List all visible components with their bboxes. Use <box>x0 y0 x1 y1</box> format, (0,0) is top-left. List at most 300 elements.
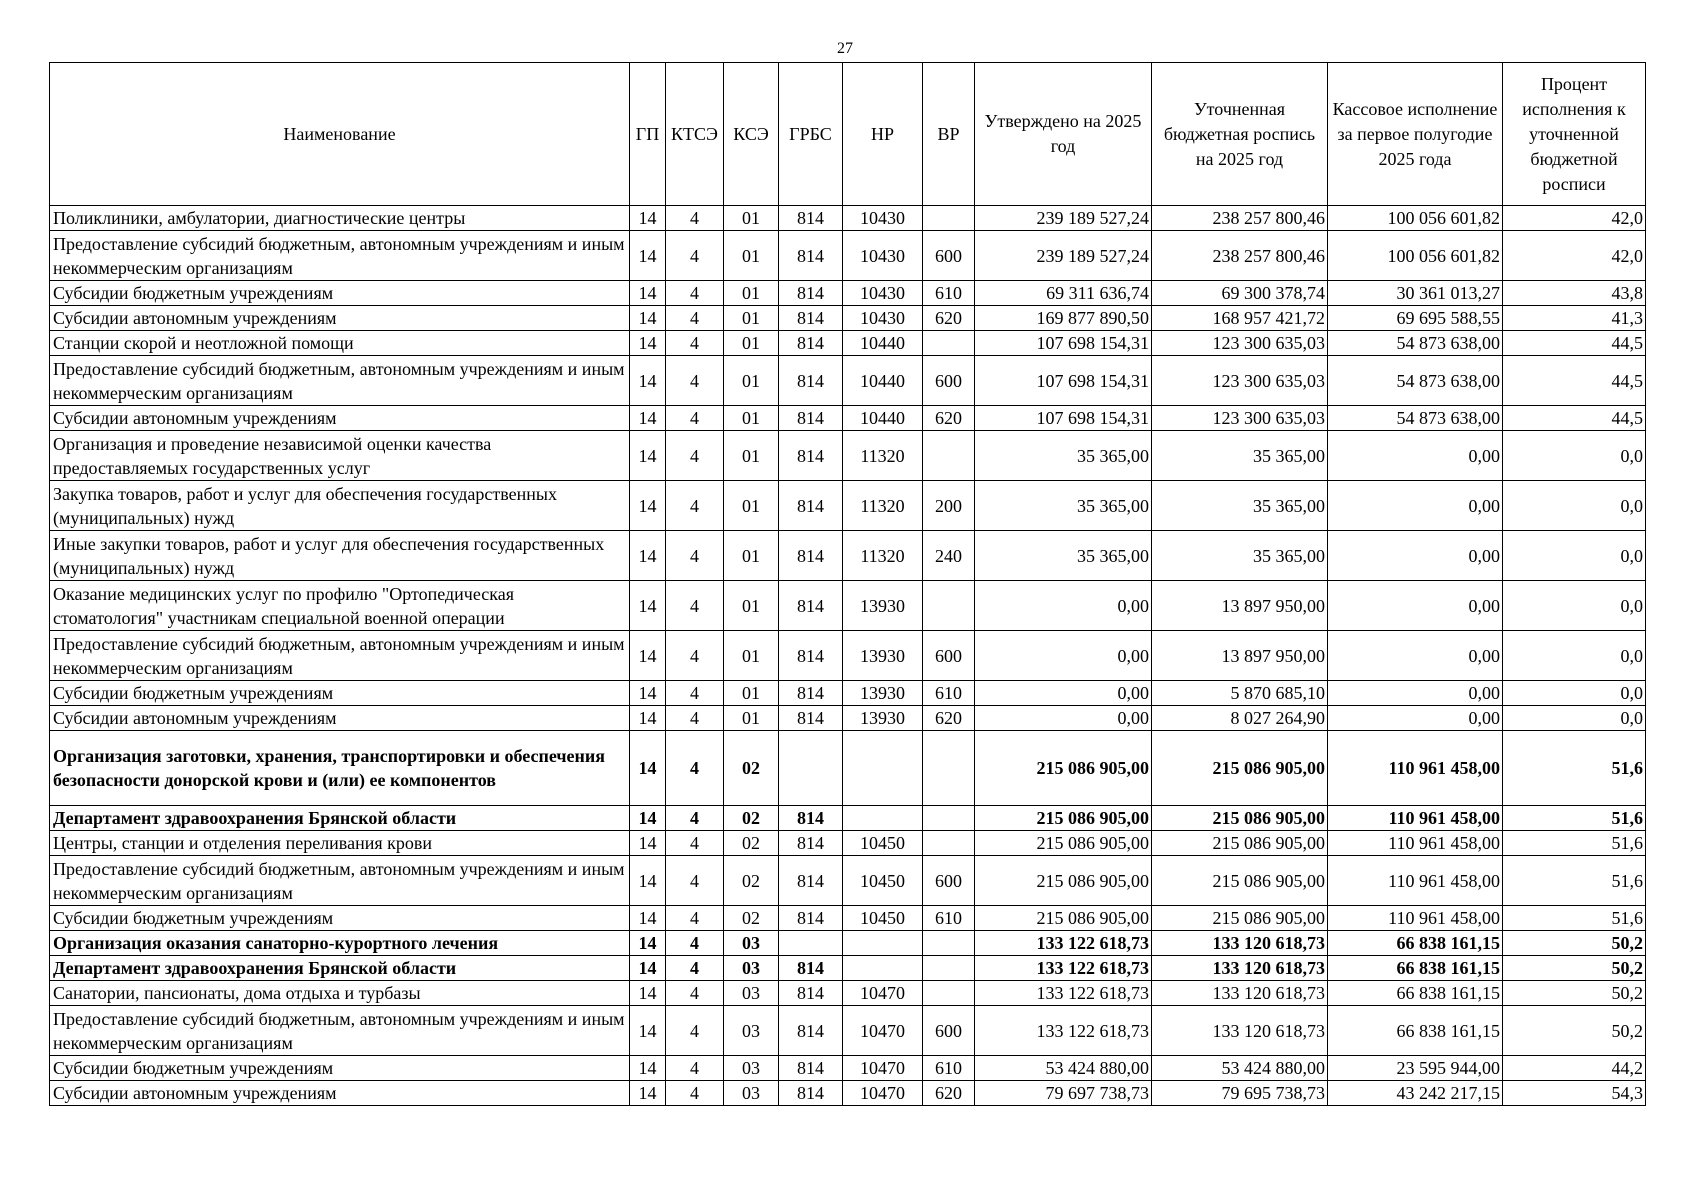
cell-approved: 215 086 905,00 <box>975 806 1152 831</box>
table-row <box>50 581 1646 631</box>
page-number: 27 <box>837 40 853 57</box>
table-row <box>50 906 1646 931</box>
cell-ktse: 4 <box>666 431 724 481</box>
cell-revised: 133 120 618,73 <box>1152 931 1328 956</box>
table-row <box>50 431 1646 481</box>
header-kse: КСЭ <box>724 63 779 206</box>
table-row <box>50 1006 1646 1056</box>
cell-grbs: 814 <box>779 431 843 481</box>
cell-kse: 01 <box>724 481 779 531</box>
cell-executed: 0,00 <box>1328 431 1503 481</box>
cell-nr: 10430 <box>843 306 923 331</box>
table-row <box>50 206 1646 231</box>
table-row <box>50 631 1646 681</box>
cell-executed: 54 873 638,00 <box>1328 356 1503 406</box>
cell-revised: 133 120 618,73 <box>1152 956 1328 981</box>
cell-gp: 14 <box>630 731 666 806</box>
cell-approved: 35 365,00 <box>975 531 1152 581</box>
cell-nr: 10440 <box>843 356 923 406</box>
cell-gp: 14 <box>630 806 666 831</box>
table-row <box>50 681 1646 706</box>
cell-vr <box>923 731 975 806</box>
cell-revised: 168 957 421,72 <box>1152 306 1328 331</box>
cell-name: Организация заготовки, хранения, транспортировки и обеспечения безопасности донорской крови и (или) ее компонентов <box>50 731 630 806</box>
cell-approved: 0,00 <box>975 631 1152 681</box>
cell-ktse: 4 <box>666 331 724 356</box>
cell-executed: 43 242 217,15 <box>1328 1081 1503 1106</box>
table-row <box>50 281 1646 306</box>
cell-percent: 51,6 <box>1503 806 1646 831</box>
cell-gp: 14 <box>630 531 666 581</box>
cell-revised: 5 870 685,10 <box>1152 681 1328 706</box>
cell-revised: 79 695 738,73 <box>1152 1081 1328 1106</box>
cell-approved: 215 086 905,00 <box>975 731 1152 806</box>
cell-percent: 41,3 <box>1503 306 1646 331</box>
cell-nr: 10440 <box>843 406 923 431</box>
cell-ktse: 4 <box>666 356 724 406</box>
cell-nr: 11320 <box>843 481 923 531</box>
cell-percent: 0,0 <box>1503 706 1646 731</box>
cell-name: Предоставление субсидий бюджетным, автономным учреждениям и иным некоммерческим организациям <box>50 1006 630 1056</box>
cell-kse: 03 <box>724 1081 779 1106</box>
header-grbs: ГРБС <box>779 63 843 206</box>
cell-revised: 215 086 905,00 <box>1152 831 1328 856</box>
cell-ktse: 4 <box>666 956 724 981</box>
header-ktse: КТСЭ <box>666 63 724 206</box>
cell-ktse: 4 <box>666 481 724 531</box>
cell-ktse: 4 <box>666 206 724 231</box>
cell-name: Субсидии бюджетным учреждениям <box>50 1056 630 1081</box>
cell-revised: 35 365,00 <box>1152 431 1328 481</box>
cell-executed: 0,00 <box>1328 681 1503 706</box>
cell-percent: 50,2 <box>1503 1006 1646 1056</box>
cell-percent: 0,0 <box>1503 631 1646 681</box>
cell-executed: 0,00 <box>1328 581 1503 631</box>
cell-nr: 10470 <box>843 1056 923 1081</box>
cell-revised: 215 086 905,00 <box>1152 731 1328 806</box>
cell-gp: 14 <box>630 856 666 906</box>
cell-ktse: 4 <box>666 581 724 631</box>
cell-gp: 14 <box>630 1056 666 1081</box>
cell-ktse: 4 <box>666 531 724 581</box>
cell-gp: 14 <box>630 631 666 681</box>
cell-gp: 14 <box>630 1006 666 1056</box>
cell-ktse: 4 <box>666 231 724 281</box>
cell-grbs: 814 <box>779 681 843 706</box>
cell-grbs: 814 <box>779 281 843 306</box>
cell-gp: 14 <box>630 981 666 1006</box>
cell-ktse: 4 <box>666 931 724 956</box>
cell-approved: 0,00 <box>975 706 1152 731</box>
cell-gp: 14 <box>630 681 666 706</box>
cell-vr <box>923 206 975 231</box>
cell-gp: 14 <box>630 331 666 356</box>
header-nr: НР <box>843 63 923 206</box>
cell-nr: 13930 <box>843 681 923 706</box>
cell-executed: 69 695 588,55 <box>1328 306 1503 331</box>
cell-name: Предоставление субсидий бюджетным, автономным учреждениям и иным некоммерческим организациям <box>50 356 630 406</box>
cell-kse: 01 <box>724 406 779 431</box>
table-row <box>50 831 1646 856</box>
cell-grbs: 814 <box>779 531 843 581</box>
cell-name: Субсидии бюджетным учреждениям <box>50 281 630 306</box>
cell-gp: 14 <box>630 706 666 731</box>
cell-vr <box>923 581 975 631</box>
cell-grbs: 814 <box>779 356 843 406</box>
table-row <box>50 981 1646 1006</box>
cell-grbs: 814 <box>779 206 843 231</box>
cell-percent: 42,0 <box>1503 206 1646 231</box>
cell-approved: 133 122 618,73 <box>975 956 1152 981</box>
cell-vr <box>923 806 975 831</box>
cell-gp: 14 <box>630 481 666 531</box>
cell-nr: 13930 <box>843 581 923 631</box>
cell-executed: 100 056 601,82 <box>1328 206 1503 231</box>
cell-percent: 44,5 <box>1503 331 1646 356</box>
cell-approved: 133 122 618,73 <box>975 1006 1152 1056</box>
cell-name: Департамент здравоохранения Брянской области <box>50 806 630 831</box>
cell-grbs: 814 <box>779 481 843 531</box>
cell-grbs: 814 <box>779 631 843 681</box>
cell-grbs: 814 <box>779 981 843 1006</box>
cell-nr <box>843 731 923 806</box>
cell-executed: 66 838 161,15 <box>1328 956 1503 981</box>
cell-approved: 215 086 905,00 <box>975 831 1152 856</box>
cell-kse: 02 <box>724 731 779 806</box>
cell-executed: 0,00 <box>1328 531 1503 581</box>
cell-gp: 14 <box>630 206 666 231</box>
cell-approved: 79 697 738,73 <box>975 1081 1152 1106</box>
cell-vr: 600 <box>923 356 975 406</box>
table-row <box>50 806 1646 831</box>
table-row <box>50 856 1646 906</box>
cell-executed: 30 361 013,27 <box>1328 281 1503 306</box>
cell-name: Оказание медицинских услуг по профилю "Ортопедическая стоматология" участникам специальной военной операции <box>50 581 630 631</box>
cell-ktse: 4 <box>666 906 724 931</box>
cell-kse: 03 <box>724 1056 779 1081</box>
cell-nr: 10440 <box>843 331 923 356</box>
cell-kse: 02 <box>724 856 779 906</box>
cell-grbs <box>779 731 843 806</box>
cell-ktse: 4 <box>666 631 724 681</box>
cell-approved: 133 122 618,73 <box>975 981 1152 1006</box>
cell-gp: 14 <box>630 231 666 281</box>
cell-kse: 02 <box>724 806 779 831</box>
cell-vr <box>923 956 975 981</box>
cell-vr <box>923 931 975 956</box>
table-row <box>50 956 1646 981</box>
cell-percent: 51,6 <box>1503 731 1646 806</box>
cell-name: Субсидии автономным учреждениям <box>50 306 630 331</box>
cell-percent: 50,2 <box>1503 981 1646 1006</box>
cell-approved: 53 424 880,00 <box>975 1056 1152 1081</box>
cell-gp: 14 <box>630 906 666 931</box>
cell-approved: 107 698 154,31 <box>975 331 1152 356</box>
table-body <box>50 206 1646 1106</box>
header-vr: ВР <box>923 63 975 206</box>
cell-executed: 0,00 <box>1328 631 1503 681</box>
cell-executed: 100 056 601,82 <box>1328 231 1503 281</box>
cell-kse: 01 <box>724 681 779 706</box>
cell-percent: 0,0 <box>1503 481 1646 531</box>
cell-approved: 35 365,00 <box>975 431 1152 481</box>
cell-revised: 215 086 905,00 <box>1152 906 1328 931</box>
cell-ktse: 4 <box>666 681 724 706</box>
header-percent: Процент исполнения к уточненной бюджетной росписи <box>1503 63 1646 206</box>
cell-gp: 14 <box>630 431 666 481</box>
cell-kse: 01 <box>724 431 779 481</box>
cell-percent: 42,0 <box>1503 231 1646 281</box>
cell-executed: 54 873 638,00 <box>1328 331 1503 356</box>
cell-vr: 610 <box>923 681 975 706</box>
cell-percent: 54,3 <box>1503 1081 1646 1106</box>
cell-nr: 10450 <box>843 831 923 856</box>
cell-ktse: 4 <box>666 731 724 806</box>
cell-percent: 44,2 <box>1503 1056 1646 1081</box>
cell-ktse: 4 <box>666 856 724 906</box>
cell-grbs: 814 <box>779 331 843 356</box>
cell-nr: 10430 <box>843 206 923 231</box>
cell-revised: 238 257 800,46 <box>1152 206 1328 231</box>
cell-grbs: 814 <box>779 1006 843 1056</box>
cell-ktse: 4 <box>666 1056 724 1081</box>
cell-executed: 66 838 161,15 <box>1328 1006 1503 1056</box>
cell-nr <box>843 806 923 831</box>
cell-kse: 01 <box>724 356 779 406</box>
cell-vr: 620 <box>923 406 975 431</box>
cell-approved: 215 086 905,00 <box>975 856 1152 906</box>
cell-grbs <box>779 931 843 956</box>
cell-percent: 0,0 <box>1503 581 1646 631</box>
cell-vr: 600 <box>923 856 975 906</box>
cell-percent: 51,6 <box>1503 856 1646 906</box>
cell-revised: 35 365,00 <box>1152 531 1328 581</box>
cell-ktse: 4 <box>666 1081 724 1106</box>
cell-nr: 13930 <box>843 706 923 731</box>
cell-approved: 0,00 <box>975 581 1152 631</box>
cell-revised: 133 120 618,73 <box>1152 981 1328 1006</box>
table-row <box>50 306 1646 331</box>
cell-revised: 238 257 800,46 <box>1152 231 1328 281</box>
cell-revised: 69 300 378,74 <box>1152 281 1328 306</box>
cell-gp: 14 <box>630 306 666 331</box>
cell-ktse: 4 <box>666 406 724 431</box>
cell-kse: 01 <box>724 631 779 681</box>
table-row <box>50 231 1646 281</box>
cell-vr: 610 <box>923 281 975 306</box>
cell-grbs: 814 <box>779 1056 843 1081</box>
cell-kse: 01 <box>724 281 779 306</box>
cell-kse: 01 <box>724 706 779 731</box>
cell-grbs: 814 <box>779 831 843 856</box>
cell-percent: 51,6 <box>1503 906 1646 931</box>
cell-ktse: 4 <box>666 1006 724 1056</box>
cell-executed: 66 838 161,15 <box>1328 931 1503 956</box>
cell-approved: 35 365,00 <box>975 481 1152 531</box>
cell-name: Субсидии автономным учреждениям <box>50 406 630 431</box>
header-revised: Уточненная бюджетная роспись на 2025 год <box>1152 63 1328 206</box>
cell-name: Субсидии бюджетным учреждениям <box>50 681 630 706</box>
header-gp: ГП <box>630 63 666 206</box>
cell-revised: 123 300 635,03 <box>1152 331 1328 356</box>
cell-executed: 110 961 458,00 <box>1328 831 1503 856</box>
cell-name: Предоставление субсидий бюджетным, автономным учреждениям и иным некоммерческим организациям <box>50 631 630 681</box>
table-row <box>50 531 1646 581</box>
cell-kse: 01 <box>724 331 779 356</box>
cell-executed: 110 961 458,00 <box>1328 806 1503 831</box>
cell-executed: 110 961 458,00 <box>1328 731 1503 806</box>
cell-name: Субсидии автономным учреждениям <box>50 1081 630 1106</box>
cell-grbs: 814 <box>779 806 843 831</box>
cell-grbs: 814 <box>779 856 843 906</box>
cell-gp: 14 <box>630 581 666 631</box>
cell-vr: 200 <box>923 481 975 531</box>
cell-percent: 0,0 <box>1503 531 1646 581</box>
cell-ktse: 4 <box>666 306 724 331</box>
cell-gp: 14 <box>630 356 666 406</box>
cell-vr <box>923 981 975 1006</box>
cell-approved: 107 698 154,31 <box>975 406 1152 431</box>
cell-kse: 01 <box>724 531 779 581</box>
table-row <box>50 481 1646 531</box>
cell-name: Предоставление субсидий бюджетным, автономным учреждениям и иным некоммерческим организациям <box>50 856 630 906</box>
cell-kse: 01 <box>724 581 779 631</box>
cell-percent: 50,2 <box>1503 931 1646 956</box>
cell-ktse: 4 <box>666 981 724 1006</box>
cell-vr: 610 <box>923 906 975 931</box>
cell-vr <box>923 831 975 856</box>
cell-revised: 53 424 880,00 <box>1152 1056 1328 1081</box>
cell-ktse: 4 <box>666 806 724 831</box>
cell-name: Закупка товаров, работ и услуг для обеспечения государственных (муниципальных) нужд <box>50 481 630 531</box>
cell-executed: 110 961 458,00 <box>1328 856 1503 906</box>
cell-percent: 0,0 <box>1503 431 1646 481</box>
cell-kse: 01 <box>724 206 779 231</box>
cell-nr <box>843 956 923 981</box>
cell-percent: 44,5 <box>1503 406 1646 431</box>
cell-vr <box>923 431 975 481</box>
cell-kse: 01 <box>724 231 779 281</box>
cell-nr: 10470 <box>843 1081 923 1106</box>
cell-grbs: 814 <box>779 1081 843 1106</box>
cell-kse: 03 <box>724 956 779 981</box>
cell-grbs: 814 <box>779 306 843 331</box>
cell-grbs: 814 <box>779 956 843 981</box>
cell-approved: 107 698 154,31 <box>975 356 1152 406</box>
cell-gp: 14 <box>630 281 666 306</box>
table-row <box>50 1081 1646 1106</box>
cell-nr: 10430 <box>843 231 923 281</box>
cell-percent: 0,0 <box>1503 681 1646 706</box>
cell-revised: 13 897 950,00 <box>1152 631 1328 681</box>
table-row <box>50 931 1646 956</box>
cell-vr: 240 <box>923 531 975 581</box>
cell-executed: 23 595 944,00 <box>1328 1056 1503 1081</box>
cell-approved: 133 122 618,73 <box>975 931 1152 956</box>
cell-executed: 0,00 <box>1328 481 1503 531</box>
header-approved: Утверждено на 2025 год <box>975 63 1152 206</box>
cell-revised: 215 086 905,00 <box>1152 856 1328 906</box>
cell-name: Предоставление субсидий бюджетным, автономным учреждениям и иным некоммерческим организациям <box>50 231 630 281</box>
cell-gp: 14 <box>630 1081 666 1106</box>
cell-vr <box>923 331 975 356</box>
table-row <box>50 331 1646 356</box>
table-row <box>50 731 1646 806</box>
cell-approved: 0,00 <box>975 681 1152 706</box>
cell-name: Организация оказания санаторно-курортного лечения <box>50 931 630 956</box>
cell-approved: 215 086 905,00 <box>975 906 1152 931</box>
cell-revised: 215 086 905,00 <box>1152 806 1328 831</box>
cell-revised: 13 897 950,00 <box>1152 581 1328 631</box>
table-row <box>50 706 1646 731</box>
cell-name: Станции скорой и неотложной помощи <box>50 331 630 356</box>
cell-nr: 10450 <box>843 906 923 931</box>
cell-executed: 66 838 161,15 <box>1328 981 1503 1006</box>
cell-name: Санатории, пансионаты, дома отдыха и турбазы <box>50 981 630 1006</box>
cell-gp: 14 <box>630 406 666 431</box>
cell-vr: 620 <box>923 1081 975 1106</box>
cell-ktse: 4 <box>666 281 724 306</box>
cell-nr: 10470 <box>843 1006 923 1056</box>
table-header-row <box>50 63 1646 206</box>
cell-kse: 02 <box>724 831 779 856</box>
cell-name: Субсидии автономным учреждениям <box>50 706 630 731</box>
cell-percent: 50,2 <box>1503 956 1646 981</box>
cell-approved: 239 189 527,24 <box>975 231 1152 281</box>
cell-nr: 11320 <box>843 531 923 581</box>
cell-approved: 69 311 636,74 <box>975 281 1152 306</box>
table-row <box>50 1056 1646 1081</box>
cell-gp: 14 <box>630 931 666 956</box>
cell-approved: 239 189 527,24 <box>975 206 1152 231</box>
cell-ktse: 4 <box>666 831 724 856</box>
cell-ktse: 4 <box>666 706 724 731</box>
cell-revised: 8 027 264,90 <box>1152 706 1328 731</box>
cell-grbs: 814 <box>779 581 843 631</box>
cell-name: Иные закупки товаров, работ и услуг для обеспечения государственных (муниципальных) нужд <box>50 531 630 581</box>
cell-revised: 35 365,00 <box>1152 481 1328 531</box>
cell-nr: 10470 <box>843 981 923 1006</box>
cell-revised: 123 300 635,03 <box>1152 356 1328 406</box>
cell-kse: 03 <box>724 1006 779 1056</box>
cell-name: Центры, станции и отделения переливания крови <box>50 831 630 856</box>
cell-vr: 600 <box>923 1006 975 1056</box>
cell-percent: 44,5 <box>1503 356 1646 406</box>
cell-vr: 600 <box>923 631 975 681</box>
cell-nr <box>843 931 923 956</box>
cell-kse: 01 <box>724 306 779 331</box>
cell-percent: 43,8 <box>1503 281 1646 306</box>
table-row <box>50 356 1646 406</box>
cell-nr: 10430 <box>843 281 923 306</box>
cell-vr: 620 <box>923 306 975 331</box>
cell-grbs: 814 <box>779 231 843 281</box>
cell-name: Департамент здравоохранения Брянской области <box>50 956 630 981</box>
cell-vr: 620 <box>923 706 975 731</box>
cell-approved: 169 877 890,50 <box>975 306 1152 331</box>
cell-name: Поликлиники, амбулатории, диагностические центры <box>50 206 630 231</box>
cell-percent: 51,6 <box>1503 831 1646 856</box>
cell-revised: 133 120 618,73 <box>1152 1006 1328 1056</box>
cell-gp: 14 <box>630 831 666 856</box>
cell-revised: 123 300 635,03 <box>1152 406 1328 431</box>
cell-grbs: 814 <box>779 706 843 731</box>
cell-grbs: 814 <box>779 406 843 431</box>
cell-vr: 600 <box>923 231 975 281</box>
cell-kse: 02 <box>724 906 779 931</box>
cell-name: Субсидии бюджетным учреждениям <box>50 906 630 931</box>
cell-gp: 14 <box>630 956 666 981</box>
